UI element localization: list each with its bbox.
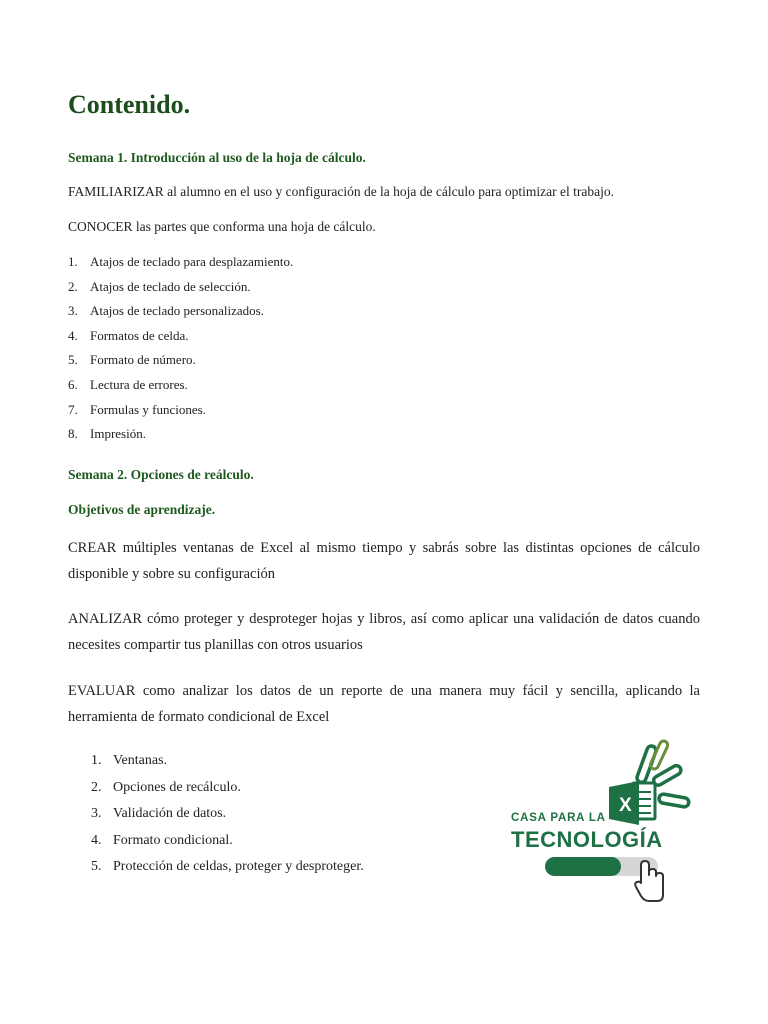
list-item: 2. Opciones de recálculo. (91, 779, 241, 795)
list-item: 8. Impresión. (68, 426, 146, 442)
week1-paragraph-1: FAMILIARIZAR al alumno en el uso y configuración de la hoja de cálculo para optimizar el trabajo. (68, 184, 614, 199)
week1-paragraph-2: CONOCER las partes que conforma una hoja de cálculo. (68, 219, 376, 234)
list-item: 4. Formato condicional. (91, 832, 233, 848)
svg-text:X: X (619, 795, 632, 816)
objective-paragraph-crear: CREAR múltiples ventanas de Excel al mismo tiempo y sabrás sobre las distintas opciones de cálculo disponible y sobre su configuración (68, 540, 700, 582)
page-title: Contenido. (68, 90, 191, 119)
list-item: 3. Atajos de teclado personalizados. (68, 303, 264, 319)
excel-icon (609, 781, 655, 825)
week1-topic-list (68, 253, 293, 450)
list-item: 5. Formato de número. (68, 352, 196, 368)
list-item: 1. Atajos de teclado para desplazamiento. (68, 254, 294, 269)
casa-tecnologia-logo (505, 735, 705, 905)
objectives-heading: Objetivos de aprendizaje. (68, 502, 216, 517)
logo-text-line2: TECNOLOGÍA (511, 827, 663, 852)
objective-paragraph-analizar: ANALIZAR cómo proteger y desproteger hojas y libros, así como aplicar una validación de datos cuando necesites compartir tus planillas con otros usuarios (68, 611, 700, 653)
week1-heading: Semana 1. Introducción al uso de la hoja de cálculo. (68, 150, 366, 165)
logo-text-line1: CASA PARA LA (511, 812, 606, 824)
list-item: 6. Lectura de errores. (68, 376, 188, 392)
week2-topic-list (91, 752, 364, 885)
list-item: 7. Formulas y funciones. (68, 401, 206, 417)
list-item: 3. Validación de datos. (91, 806, 227, 821)
list-item: 2. Atajos de teclado de selección. (68, 278, 251, 294)
objective-paragraph-evaluar: EVALUAR como analizar los datos de un reporte de una manera muy fácil y sencilla, aplicando la herramienta de formato condicional de Excel (68, 683, 700, 725)
list-item: 4. Formatos de celda. (68, 327, 189, 343)
week2-heading: Semana 2. Opciones de reálculo. (68, 467, 254, 482)
list-item: 5. Protección de celdas, proteger y desproteger. (91, 859, 364, 874)
list-item: 1. Ventanas. (91, 753, 168, 768)
